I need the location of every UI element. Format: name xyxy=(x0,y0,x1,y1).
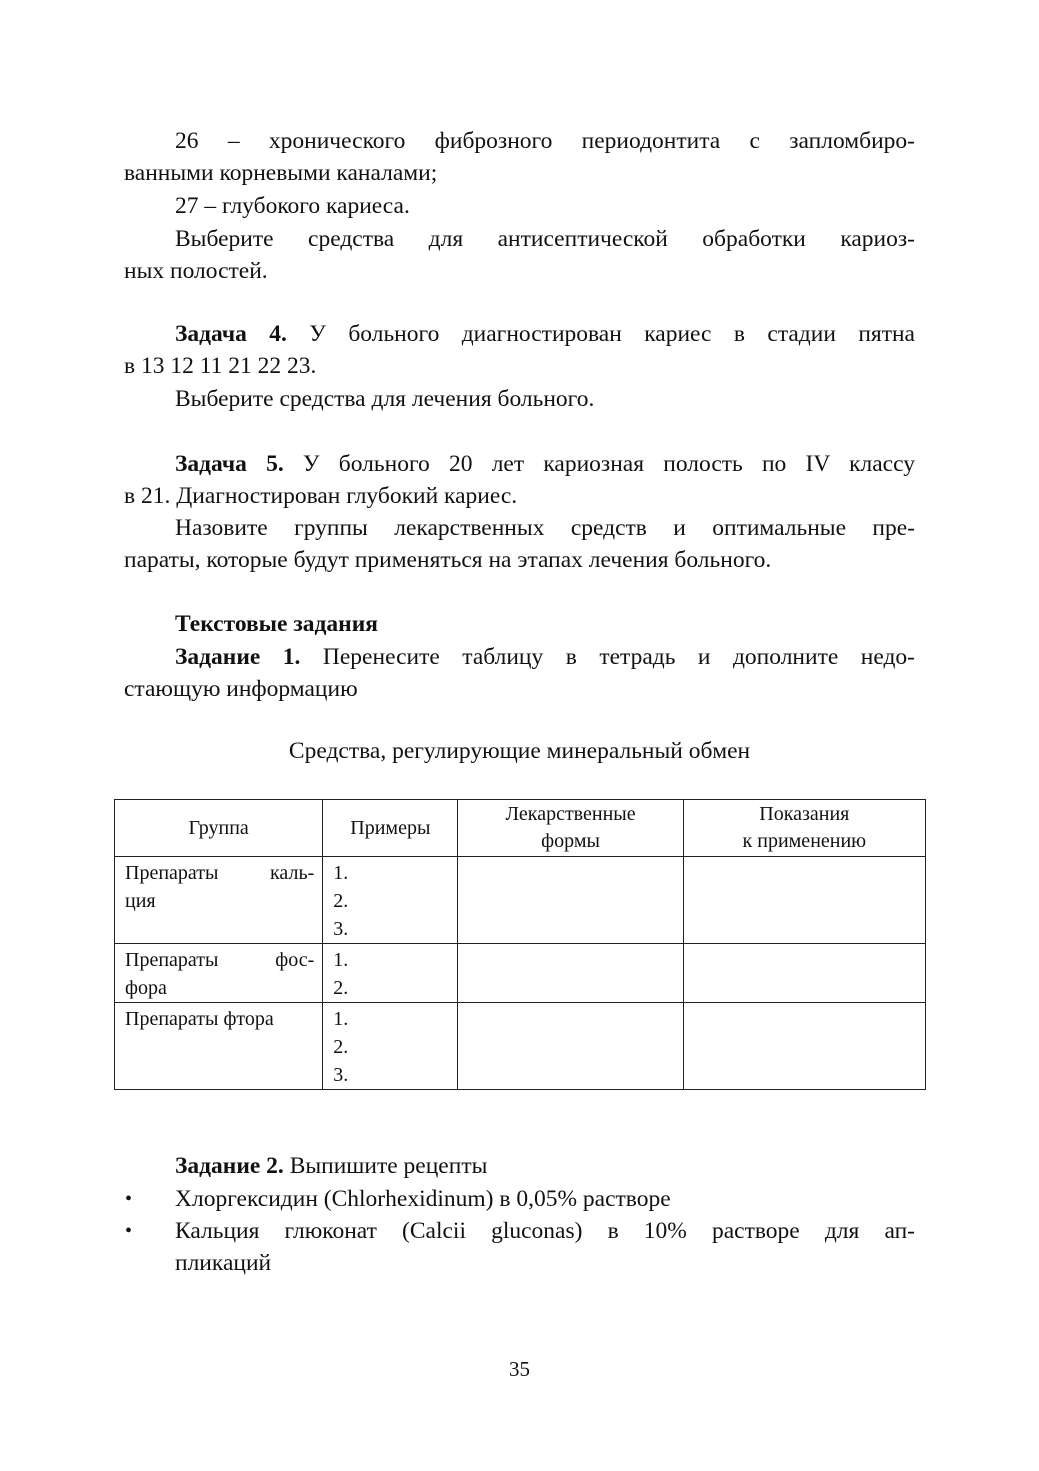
exercise-1-text: Перенесите таблицу в тетрадь и дополните недо- xyxy=(300,644,915,670)
task-4-label: Задача 4. xyxy=(175,321,287,347)
table-header-row xyxy=(115,800,926,857)
paragraph-line: 26 – хронического фиброзного периодонтита с запломбиро- xyxy=(175,128,915,154)
header-indications xyxy=(683,800,925,857)
group-cell xyxy=(115,1003,323,1090)
table-row xyxy=(115,857,926,944)
table-row xyxy=(115,944,926,1003)
exercise-2-label: Задание 2. xyxy=(175,1153,284,1179)
forms-cell xyxy=(458,944,683,1003)
page-number: 35 xyxy=(509,1357,530,1381)
group-line: Препараты фтора xyxy=(125,1008,274,1030)
task-5-text: У больного 20 лет кариозная полость по IV классу xyxy=(283,451,915,477)
exercise-2-line xyxy=(175,1150,487,1182)
exercise-2-text: Выпишите рецепты xyxy=(283,1153,488,1179)
group-line: фора xyxy=(125,977,167,999)
prescription-item: Кальция глюконат (Calcii gluconas) в 10% растворе для ап- xyxy=(175,1218,915,1244)
task-4-line: в 13 12 11 21 22 23. xyxy=(124,353,317,379)
section-heading-text: Текстовые задания xyxy=(175,611,378,637)
group-line: ция xyxy=(125,890,156,912)
section-heading xyxy=(175,608,378,640)
exercise-1-line: стающую информацию xyxy=(124,676,358,702)
group-cell xyxy=(115,857,323,944)
indications-cell xyxy=(683,944,925,1003)
example-number: 2. xyxy=(333,1036,349,1058)
task-5-question: параты, которые будут применяться на этапах лечения больного. xyxy=(124,547,772,573)
task-5-question: Назовите группы лекарственных средств и оптимальные пре- xyxy=(175,515,915,541)
paragraph-line: ванными корневыми каналами; xyxy=(124,160,438,186)
exercise-1-line xyxy=(175,641,915,673)
indications-cell xyxy=(683,1003,925,1090)
paragraph-line: ных полостей. xyxy=(124,258,268,284)
group-line: Препараты фос- xyxy=(125,949,315,971)
example-number: 3. xyxy=(333,1064,349,1086)
paragraph-line: Выберите средства для антисептической обработки кариоз- xyxy=(175,226,915,252)
task-4-question: Выберите средства для лечения больного. xyxy=(175,386,595,412)
group-cell xyxy=(115,944,323,1003)
examples-cell xyxy=(323,944,458,1003)
header-indications-line: Показания xyxy=(759,803,850,825)
bullet-icon: • xyxy=(125,1220,133,1242)
header-examples: Примеры xyxy=(323,800,458,857)
example-number: 1. xyxy=(333,949,349,971)
example-number: 1. xyxy=(333,1008,349,1030)
task-4-line xyxy=(175,318,915,350)
examples-cell xyxy=(323,857,458,944)
exercise-1-label: Задание 1. xyxy=(175,644,301,670)
example-number: 2. xyxy=(333,977,349,999)
mineral-metabolism-table xyxy=(114,799,926,1090)
header-indications-line: к применению xyxy=(742,830,867,852)
bullet-icon: • xyxy=(125,1188,133,1210)
task-5-line: в 21. Диагностирован глубокий кариес. xyxy=(124,483,518,509)
prescription-item-continued: пликаций xyxy=(175,1250,272,1276)
indications-cell xyxy=(683,857,925,944)
header-group: Группа xyxy=(115,800,323,857)
header-forms xyxy=(458,800,683,857)
header-forms-line: Лекарственные xyxy=(505,803,636,825)
paragraph-line: 27 – глубокого кариеса. xyxy=(175,193,410,219)
example-number: 1. xyxy=(333,862,349,884)
forms-cell xyxy=(458,857,683,944)
forms-cell xyxy=(458,1003,683,1090)
table-title: Средства, регулирующие минеральный обмен xyxy=(288,738,751,764)
table-row xyxy=(115,1003,926,1090)
task-4-text: У больного диагностирован кариес в стадии пятна xyxy=(286,321,915,347)
task-5-label: Задача 5. xyxy=(175,451,284,477)
task-5-line xyxy=(175,448,915,480)
examples-cell xyxy=(323,1003,458,1090)
example-number: 2. xyxy=(333,890,349,912)
prescription-item: Хлоргексидин (Chlorhexidinum) в 0,05% растворе xyxy=(175,1186,671,1212)
example-number: 3. xyxy=(333,918,349,940)
group-line: Препараты каль- xyxy=(125,862,315,884)
header-forms-line: формы xyxy=(541,830,600,852)
